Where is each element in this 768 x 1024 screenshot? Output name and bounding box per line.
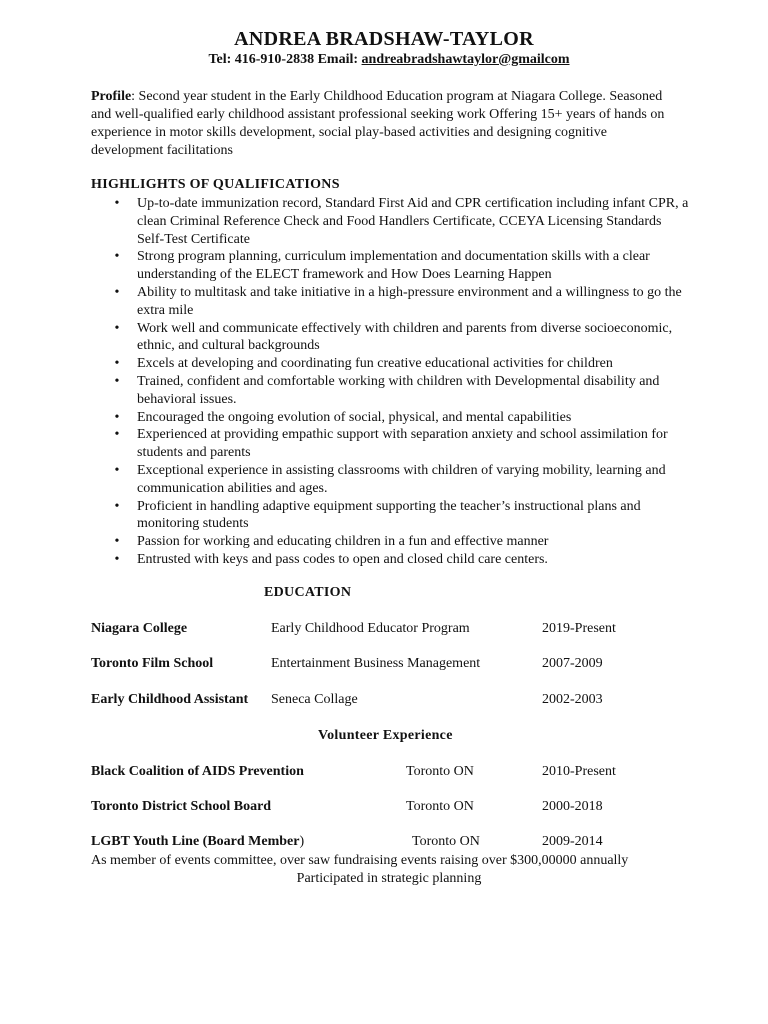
highlight-item	[110, 409, 690, 427]
volunteer-row	[0, 764, 768, 782]
volunteer-location: Toronto ON	[406, 799, 474, 814]
highlight-item	[110, 320, 690, 356]
volunteer-location: Toronto ON	[412, 834, 480, 849]
profile-paragraph	[91, 88, 681, 160]
education-heading: EDUCATION	[264, 585, 352, 600]
volunteer-years: 2010-Present	[542, 764, 616, 779]
bullet-icon: •	[114, 356, 120, 372]
email-link[interactable]: andreabradshawtaylor@gmailcom	[361, 52, 570, 67]
volunteer-years: 2009-2014	[542, 834, 603, 849]
highlight-text: Proficient in handling adaptive equipment supporting the teacher’s instructional plans and monitoring students	[137, 498, 641, 532]
volunteer-note: As member of events committee, over saw fundraising events raising over $300,00000 annually	[91, 853, 629, 868]
highlight-item	[110, 533, 690, 551]
bullet-icon: •	[114, 284, 120, 300]
highlights-list	[110, 195, 690, 569]
education-program: Early Childhood Educator Program	[271, 621, 470, 636]
volunteer-note: Participated in strategic planning	[296, 871, 482, 886]
bullet-icon: •	[114, 249, 120, 265]
profile-label: Profile	[91, 89, 132, 104]
highlight-item	[110, 462, 690, 498]
highlight-text: Passion for working and educating children in a fun and effective manner	[137, 534, 549, 550]
education-institution: Toronto Film School	[91, 656, 214, 671]
highlight-item	[110, 284, 690, 320]
bullet-icon: •	[114, 551, 120, 567]
highlight-item	[110, 248, 690, 284]
volunteer-years: 2000-2018	[542, 799, 603, 814]
education-row	[0, 656, 768, 674]
highlight-text: Excels at developing and coordinating fun creative educational activities for children	[137, 356, 613, 372]
highlight-item	[110, 551, 690, 569]
bullet-icon: •	[114, 196, 120, 211]
highlight-item	[110, 426, 690, 462]
highlight-text: Experienced at providing empathic support with separation anxiety and school assimilation for students and parents	[137, 427, 668, 461]
volunteer-organization-suffix: )	[299, 834, 305, 849]
bullet-icon: •	[114, 320, 120, 336]
contact-line	[0, 52, 768, 68]
highlight-text: Strong program planning, curriculum implementation and documentation skills with a clear understanding of the ELECT framework and How Does Learning Happen	[137, 249, 650, 283]
bullet-icon: •	[114, 462, 120, 478]
volunteer-location: Toronto ON	[406, 764, 474, 779]
volunteer-organization-wrap	[91, 834, 304, 850]
education-years: 2002-2003	[542, 692, 603, 707]
education-row	[0, 621, 768, 639]
highlight-text: Exceptional experience in assisting classrooms with children of varying mobility, learning and communication abilities and ages.	[137, 462, 666, 496]
volunteer-organization: Toronto District School Board	[91, 799, 272, 814]
highlight-text: Work well and communicate effectively with children and parents from diverse socioeconomic, ethnic, and cultural backgrounds	[137, 320, 673, 354]
education-institution: Early Childhood Assistant	[91, 692, 249, 707]
highlight-item	[110, 355, 690, 373]
volunteer-row	[0, 834, 768, 852]
education-program: Entertainment Business Management	[271, 656, 481, 671]
bullet-icon: •	[114, 427, 120, 443]
highlight-item	[110, 195, 690, 248]
education-program: Seneca Collage	[271, 692, 358, 707]
highlight-text: Entrusted with keys and pass codes to open and closed child care centers.	[137, 551, 548, 567]
education-institution: Niagara College	[91, 621, 188, 636]
bullet-icon: •	[114, 373, 120, 389]
volunteer-organization: LGBT Youth Line (Board Member	[91, 834, 300, 849]
highlight-text: Ability to multitask and take initiative in a high-pressure environment and a willingness to go the extra mile	[137, 284, 682, 318]
volunteer-organization: Black Coalition of AIDS Prevention	[91, 764, 304, 779]
education-years: 2019-Present	[542, 621, 616, 636]
highlight-item	[110, 498, 690, 534]
profile-text: : Second year student in the Early Childhood Education program at Niagara College. Seasoned and well-qualified early childhood assistant professional seeking work Offering 15+ years of hands on experience in motor skills development, social play-based activities and designing cognitive development facilitations	[91, 89, 665, 158]
volunteer-row	[0, 799, 768, 817]
education-years: 2007-2009	[542, 656, 603, 671]
highlight-text: Encouraged the ongoing evolution of social, physical, and mental capabilities	[137, 409, 572, 425]
volunteer-heading: Volunteer Experience	[318, 728, 453, 743]
highlights-heading: HIGHLIGHTS OF QUALIFICATIONS	[91, 177, 340, 192]
applicant-name: ANDREA BRADSHAW-TAYLOR	[234, 28, 534, 50]
education-row	[0, 692, 768, 710]
contact-phone-label: Tel: 416-910-2838 Email:	[208, 52, 362, 67]
highlight-text: Trained, confident and comfortable working with children with Developmental disability and behavioral issues.	[137, 373, 660, 407]
bullet-icon: •	[114, 534, 120, 550]
highlight-item	[110, 373, 690, 409]
bullet-icon: •	[114, 409, 120, 425]
highlight-text: Up-to-date immunization record, Standard First Aid and CPR certification including infant CPR, a clean Criminal Reference Check and Food Handlers Certificate, CCEYA Licensing Standards Self-Test Certificate	[137, 196, 689, 247]
bullet-icon: •	[114, 498, 120, 514]
